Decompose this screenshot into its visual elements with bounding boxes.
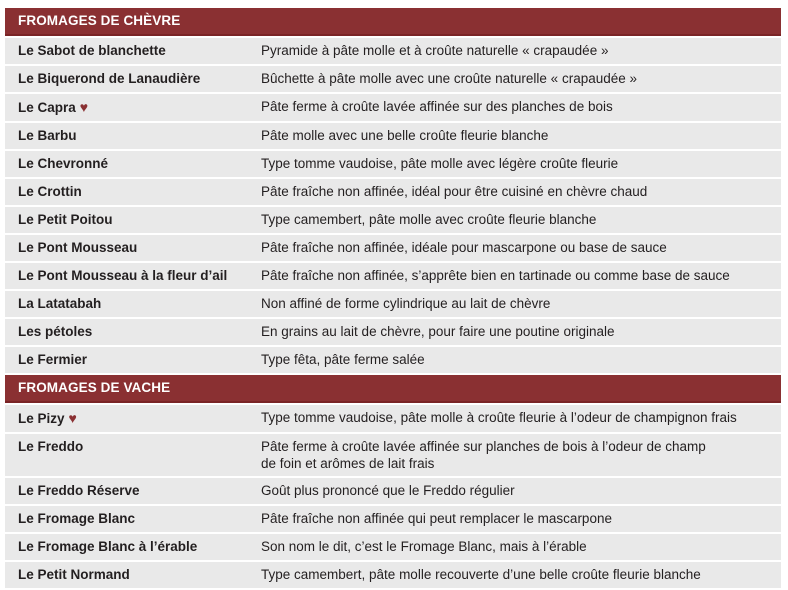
- table-row: [5, 405, 781, 432]
- cheese-description-cell: [241, 123, 781, 149]
- cheese-name: Le Pont Mousseau à la fleur d’ail: [18, 268, 228, 283]
- cheese-description-cell: [241, 434, 781, 476]
- cheese-description: Pâte fraîche non affinée, idéale pour mascarpone ou base de sauce: [261, 240, 667, 255]
- cheese-description: Pâte fraîche non affinée, idéal pour être cuisiné en chèvre chaud: [261, 184, 648, 199]
- cheese-description: Pâte fraîche non affinée, s’apprête bien en tartinade ou comme base de sauce: [261, 268, 730, 283]
- cheese-description: Non affiné de forme cylindrique au lait de chèvre: [261, 296, 551, 311]
- cheese-name: Le Fermier: [18, 352, 88, 367]
- cheese-name-cell: [5, 235, 239, 261]
- cheese-name: Le Crottin: [18, 184, 82, 199]
- table-row: [5, 291, 781, 317]
- cheese-name-cell: [5, 207, 239, 233]
- heart-icon: ♥: [68, 410, 77, 426]
- cheese-description: Type camembert, pâte molle recouverte d’une belle croûte fleurie blanche: [261, 567, 701, 582]
- cheese-description: Type tomme vaudoise, pâte molle à croûte fleurie à l’odeur de champignon frais: [261, 410, 737, 425]
- cheese-description: Son nom le dit, c’est le Fromage Blanc, mais à l’érable: [261, 539, 587, 554]
- table-row: [5, 66, 781, 92]
- cheese-name: Le Capra: [18, 100, 76, 115]
- cheese-name: Le Barbu: [18, 128, 77, 143]
- cheese-description: Type tomme vaudoise, pâte molle avec légère croûte fleurie: [261, 156, 619, 171]
- cheese-name-cell: [5, 405, 239, 432]
- cheese-name: Le Biquerond de Lanaudière: [18, 71, 201, 86]
- cheese-description: Pâte fraîche non affinée qui peut remplacer le mascarpone: [261, 511, 612, 526]
- table-row: [5, 347, 781, 373]
- cheese-name-cell: [5, 562, 239, 588]
- cheese-description-cell: [241, 347, 781, 373]
- cheese-description: Goût plus prononcé que le Freddo régulier: [261, 483, 515, 498]
- cheese-description: Bûchette à pâte molle avec une croûte naturelle « crapaudée »: [261, 71, 638, 86]
- cheese-name-cell: [5, 534, 239, 560]
- cheese-description-cell: [241, 291, 781, 317]
- cheese-name-cell: [5, 66, 239, 92]
- table-row: [5, 506, 781, 532]
- table-row: [5, 434, 781, 476]
- cheese-description-cell: [241, 263, 781, 289]
- cheese-name-cell: [5, 94, 239, 121]
- cheese-name-cell: [5, 478, 239, 504]
- table-row: [5, 207, 781, 233]
- cheese-description: Type fêta, pâte ferme salée: [261, 352, 425, 367]
- cheese-name: Le Petit Poitou: [18, 212, 113, 227]
- cheese-description: Pâte ferme à croûte lavée affinée sur des planches de bois: [261, 99, 613, 114]
- section-header: FROMAGES DE CHÈVRE: [5, 8, 781, 36]
- table-row: [5, 319, 781, 345]
- cheese-description: de foin et arômes de lait frais: [261, 456, 435, 471]
- cheese-name: Le Sabot de blanchette: [18, 43, 166, 58]
- cheese-description-cell: [241, 207, 781, 233]
- cheese-name: Le Fromage Blanc: [18, 511, 136, 526]
- cheese-name-cell: [5, 434, 239, 476]
- table-row: [5, 179, 781, 205]
- cheese-sections: [0, 8, 788, 588]
- cheese-name: Les pétoles: [18, 324, 93, 339]
- cheese-description-cell: [241, 562, 781, 588]
- cheese-name: Le Petit Normand: [18, 567, 130, 582]
- cheese-description: Type camembert, pâte molle avec croûte fleurie blanche: [261, 212, 597, 227]
- cheese-description-cell: [241, 405, 781, 432]
- cheese-section: [5, 375, 781, 588]
- cheese-name-cell: [5, 291, 239, 317]
- cheese-name-cell: [5, 319, 239, 345]
- cheese-description-cell: [241, 506, 781, 532]
- cheese-name: Le Pizy: [18, 411, 65, 426]
- table-row: [5, 562, 781, 588]
- cheese-description-cell: [241, 179, 781, 205]
- cheese-description-cell: [241, 94, 781, 121]
- cheese-section: [5, 8, 781, 373]
- table-row: [5, 235, 781, 261]
- cheese-description-cell: [241, 38, 781, 64]
- cheese-name-cell: [5, 506, 239, 532]
- cheese-name-cell: [5, 263, 239, 289]
- cheese-description: Pyramide à pâte molle et à croûte naturelle « crapaudée »: [261, 43, 609, 58]
- cheese-name-cell: [5, 347, 239, 373]
- heart-icon: ♥: [79, 99, 89, 115]
- cheese-name: Le Chevronné: [18, 156, 109, 171]
- cheese-name-cell: [5, 151, 239, 177]
- table-row: [5, 534, 781, 560]
- cheese-description-cell: [241, 319, 781, 345]
- table-row: [5, 123, 781, 149]
- cheese-description-cell: [241, 534, 781, 560]
- cheese-description: Pâte molle avec une belle croûte fleurie blanche: [261, 128, 549, 143]
- cheese-name: Le Freddo Réserve: [18, 483, 140, 498]
- cheese-name-cell: [5, 123, 239, 149]
- table-row: [5, 38, 781, 64]
- cheese-description-cell: [241, 66, 781, 92]
- table-row: [5, 263, 781, 289]
- section-header: FROMAGES DE VACHE: [5, 375, 781, 403]
- cheese-name: Le Fromage Blanc à l’érable: [18, 539, 198, 554]
- cheese-name: Le Pont Mousseau: [18, 240, 138, 255]
- cheese-name: La Latatabah: [18, 296, 102, 311]
- table-row: [5, 478, 781, 504]
- table-row: [5, 94, 781, 121]
- cheese-description: Pâte ferme à croûte lavée affinée sur planches de bois à l’odeur de champ: [261, 439, 706, 454]
- table-row: [5, 151, 781, 177]
- cheese-description: En grains au lait de chèvre, pour faire une poutine originale: [261, 324, 615, 339]
- cheese-description-cell: [241, 478, 781, 504]
- cheese-name-cell: [5, 38, 239, 64]
- cheese-name: Le Freddo: [18, 439, 84, 454]
- cheese-name-cell: [5, 179, 239, 205]
- cheese-description-cell: [241, 151, 781, 177]
- cheese-description-cell: [241, 235, 781, 261]
